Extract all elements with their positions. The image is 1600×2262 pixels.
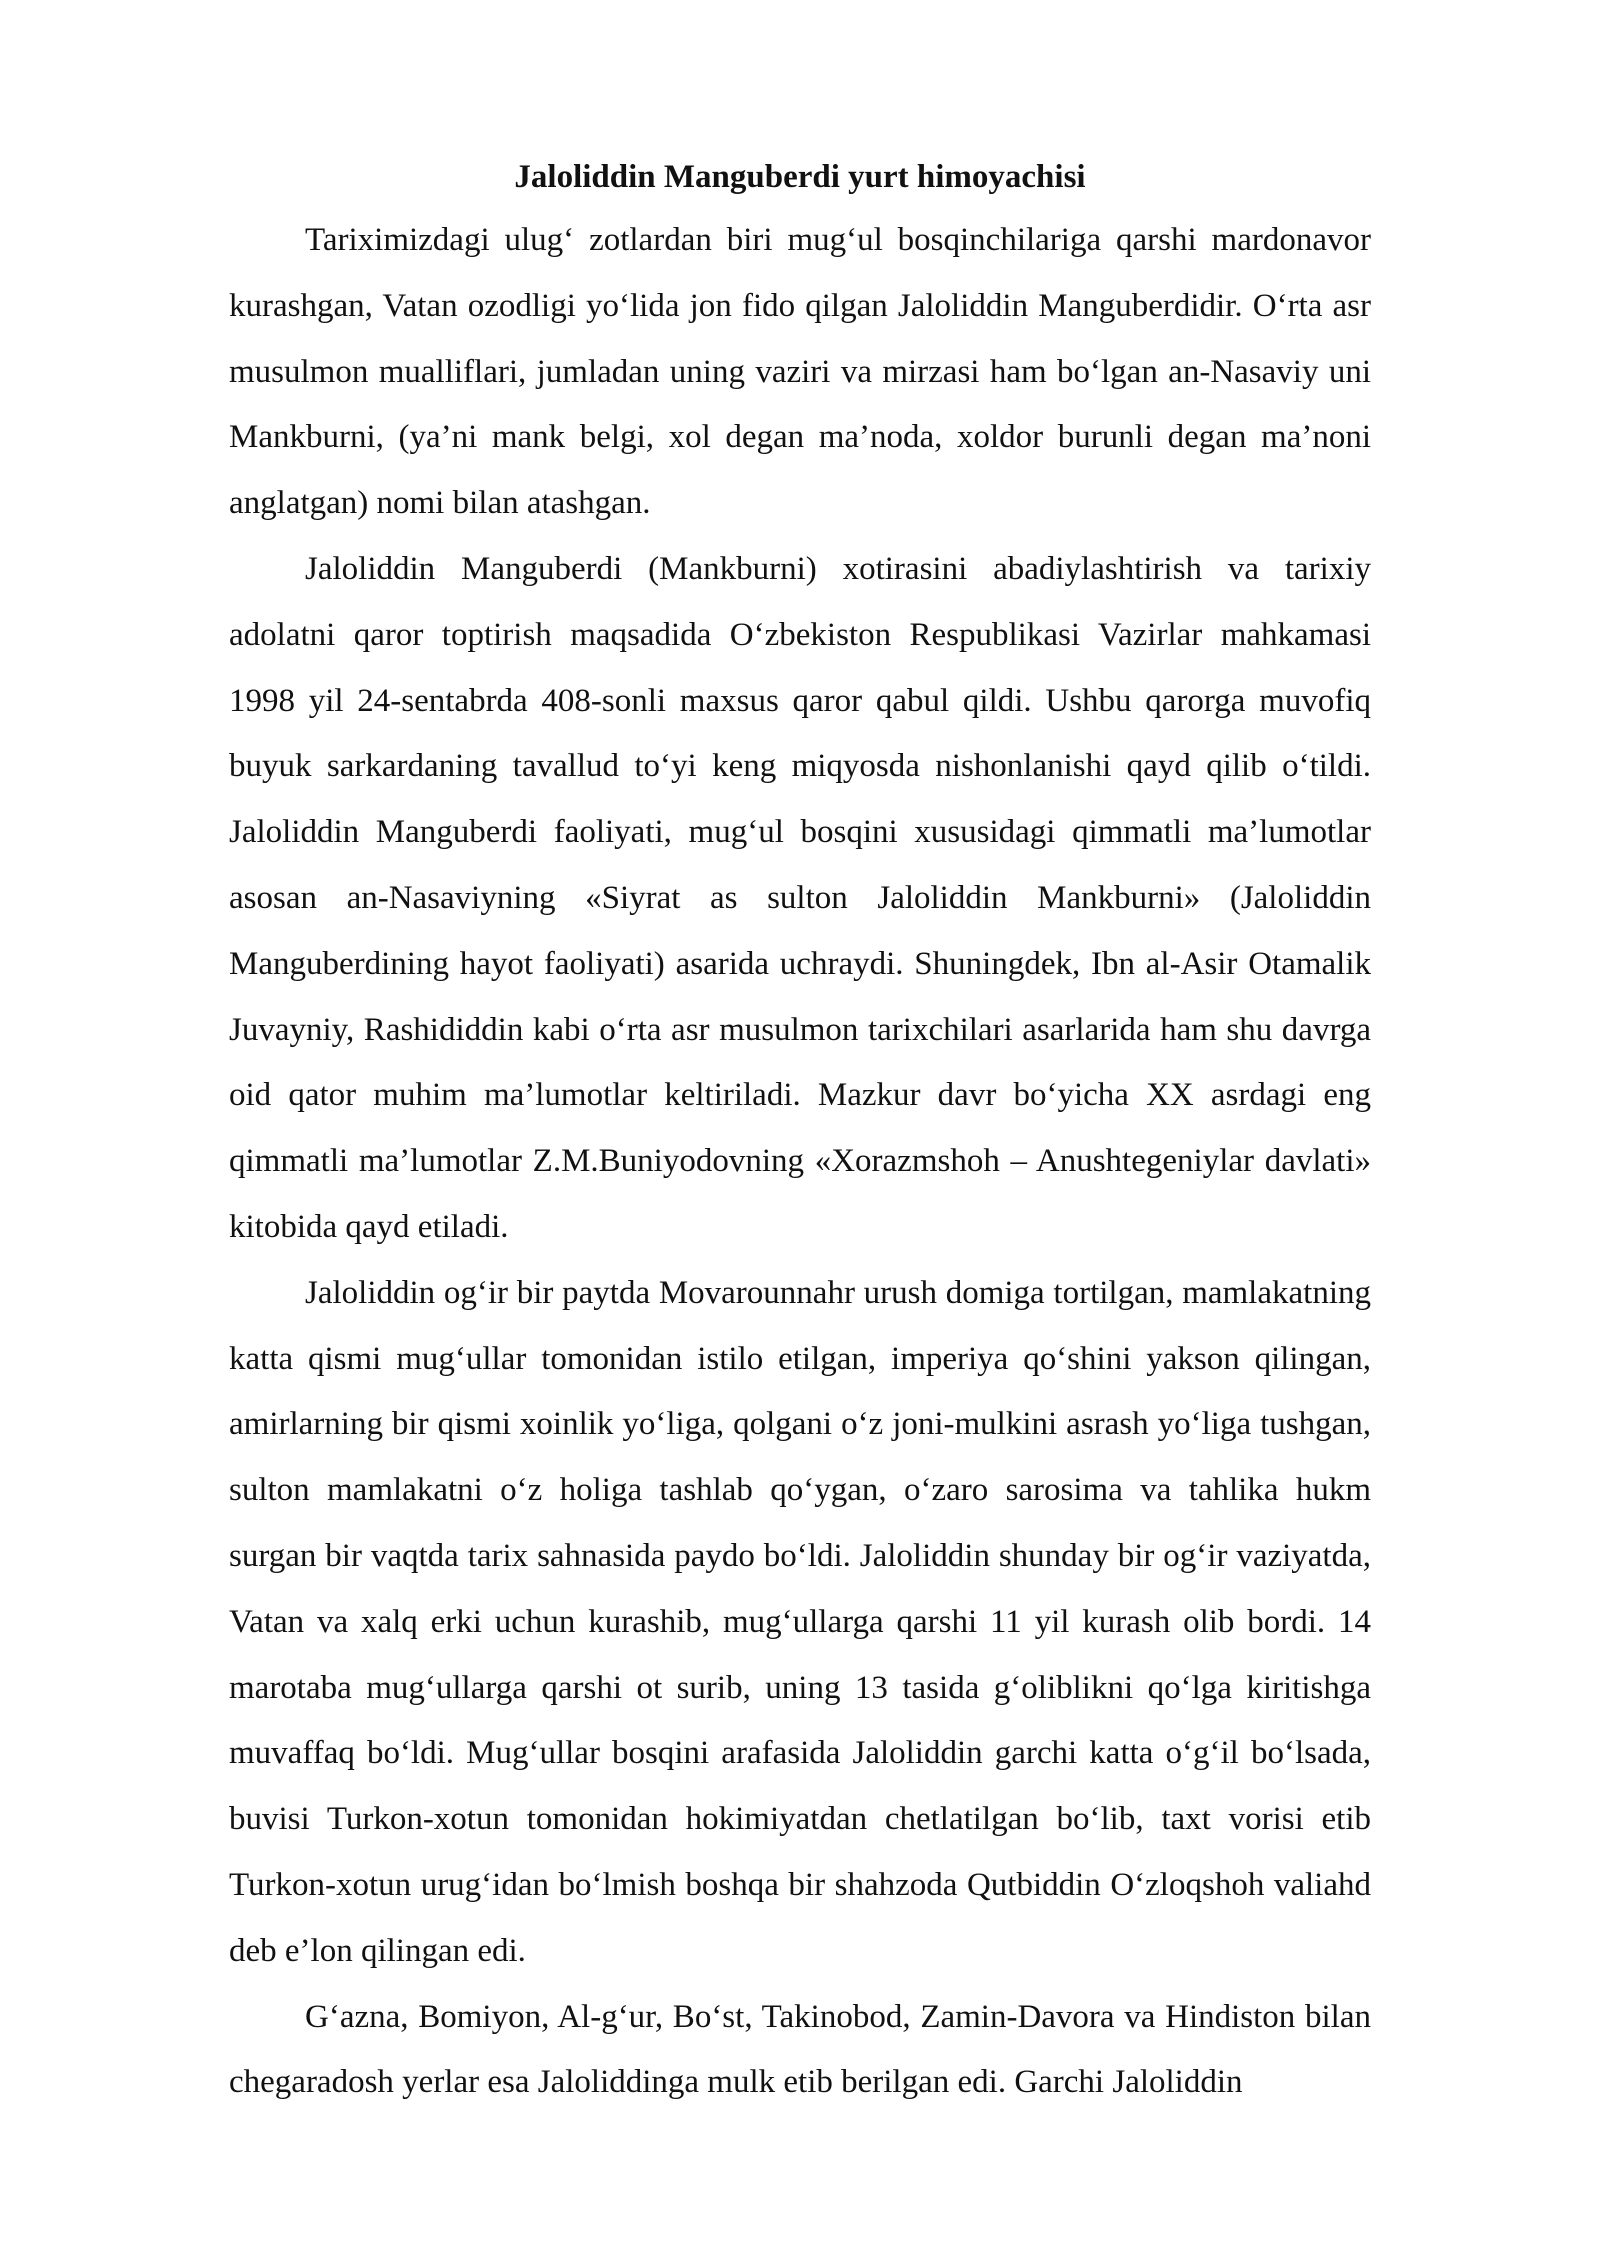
paragraph-1: Tariximizdagi ulug‘ zotlardan biri mug‘ul bosqinchilariga qarshi mardonavor kurashgan, Vatan ozodligi yo‘lida jon fido qilgan Jaloliddin Manguberdidir. O‘rta asr musulmon mualliflari, jumladan uning vaziri va mirzasi ham bo‘lgan an-Nasaviy uni Mankburni, (ya’ni mank belgi, xol degan ma’noda, xoldor burunli degan ma’noni anglatgan) nomi bilan atashgan. xyxy=(229,222,1371,522)
paragraph-3: Jaloliddin og‘ir bir paytda Movarounnahr urush domiga tortilgan, mamlakatning katta qismi mug‘ullar tomonidan istilo etilgan, imperiya qo‘shini yakson qilingan, amirlarning bir qismi xoinlik yo‘liga, qolgani o‘z joni-mulkini asrash yo‘liga tushgan, sulton mamlakatni o‘z holiga tashlab qo‘ygan, o‘zaro sarosima va tahlika hukm surgan bir vaqtda tarix sahnasida paydo bo‘ldi. Jaloliddin shunday bir og‘ir vaziyatda, Vatan va xalq erki uchun kurashib, mug‘ullarga qarshi 11 yil kurash olib bordi. 14 marotaba mug‘ullarga qarshi ot surib, uning 13 tasida g‘oliblikni qo‘lga kiritishga muvaffaq bo‘ldi. Mug‘ullar bosqini arafasida Jaloliddin garchi katta o‘g‘il bo‘lsada, buvisi Turkon-xotun tomonidan hokimiyatdan chetlatilgan bo‘lib, taxt vorisi etib Turkon-xotun urug‘idan bo‘lmish boshqa bir shahzoda Qutbiddin O‘zloqshoh valiahd deb e’lon qilingan edi. xyxy=(229,1274,1371,1969)
document-title: Jaloliddin Manguberdi yurt himoyachisi xyxy=(514,159,1086,195)
paragraph-4: G‘azna, Bomiyon, Al-g‘ur, Bo‘st, Takinobod, Zamin-Davora va Hindiston bilan chegaradosh yerlar esa Jaloliddinga mulk etib berilgan edi. Garchi Jaloliddin xyxy=(229,1998,1371,2101)
paragraph-2: Jaloliddin Manguberdi (Mankburni) xotirasini abadiylashtirish va tarixiy adolatni qaror toptirish maqsadida O‘zbekiston Respublikasi Vazirlar mahkamasi 1998 yil 24-sentabrda 408-sonli maxsus qaror qabul qildi. Ushbu qarorga muvofiq buyuk sarkardaning tavallud to‘yi keng miqyosda nishonlanishi qayd qilib o‘tildi. Jaloliddin Manguberdi faoliyati, mug‘ul bosqini xususidagi qimmatli ma’lumotlar asosan an-Nasaviyning «Siyrat as sulton Jaloliddin Mankburni» (Jaloliddin Manguberdining hayot faoliyati) asarida uchraydi. Shuningdek, Ibn al-Asir Otamalik Juvayniy, Rashididdin kabi o‘rta asr musulmon tarixchilari asarlarida ham shu davrga oid qator muhim ma’lumotlar keltiriladi. Mazkur davr bo‘yicha XX asrdagi eng qimmatli ma’lumotlar Z.M.Buniyodovning «Xorazmshoh – Anushtegeniylar davlati» kitobida qayd etiladi. xyxy=(229,550,1371,1245)
document-body xyxy=(229,146,1371,2116)
